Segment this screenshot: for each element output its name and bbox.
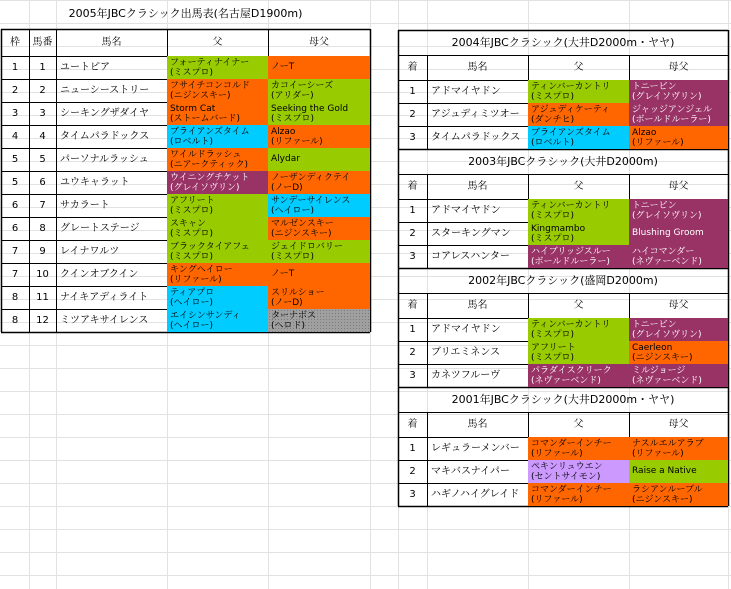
sire-cell bbox=[167, 148, 268, 171]
pedigree-text: (ニアークティック) bbox=[170, 159, 249, 170]
pedigree-text: (ミスプロ) bbox=[531, 329, 575, 340]
sire-cell bbox=[528, 364, 629, 387]
sire-cell bbox=[528, 199, 629, 222]
pedigree-text: Caerleon bbox=[632, 342, 673, 353]
horse-name-cell: ナイキアディライト bbox=[60, 292, 149, 303]
broodmare-sire-cell bbox=[629, 364, 728, 387]
finish-position-cell: 3 bbox=[409, 489, 416, 500]
horse-name-cell: コアレスハンター bbox=[431, 251, 510, 262]
race-header-3: 母父 bbox=[668, 300, 689, 311]
race-header-2: 父 bbox=[573, 181, 584, 192]
race-header-1: 馬名 bbox=[467, 62, 488, 73]
broodmare-sire-cell bbox=[629, 126, 728, 149]
pedigree-text: (ロベルト) bbox=[531, 137, 575, 148]
finish-position-cell: 2 bbox=[409, 466, 416, 477]
broodmare-sire-cell bbox=[268, 286, 370, 309]
sire-cell bbox=[528, 318, 629, 341]
pedigree-text: (ロベルト) bbox=[170, 136, 214, 147]
broodmare-sire-cell bbox=[268, 171, 370, 194]
umaban-cell: 3 bbox=[39, 108, 46, 119]
horse-name-cell: シーキングザダイヤ bbox=[60, 108, 149, 119]
race-header-2: 父 bbox=[573, 62, 584, 73]
pedigree-text: スキャン bbox=[170, 218, 207, 229]
pedigree-text: (ニジンスキー) bbox=[271, 228, 332, 239]
pedigree-text: マルゼンスキー bbox=[271, 218, 334, 229]
pedigree-text: Storm Cat bbox=[170, 103, 216, 114]
finish-position-cell: 2 bbox=[409, 228, 416, 239]
race-title-1: 2004年JBCクラシック(大井D2000m・ヤヤ) bbox=[451, 36, 675, 49]
pedigree-text: エイシンサンディ bbox=[170, 310, 241, 321]
pedigree-text: (ミスプロ) bbox=[170, 205, 214, 216]
pedigree-text: (グレイソヴリン) bbox=[632, 210, 702, 221]
pedigree-text: ラシアンルーブル bbox=[632, 484, 703, 495]
race-header-0: 着 bbox=[407, 62, 418, 73]
pedigree-text: トニービン bbox=[632, 81, 677, 92]
pedigree-text: トニービン bbox=[632, 200, 677, 211]
umaban-cell: 10 bbox=[36, 269, 49, 280]
race-header-2: 父 bbox=[573, 419, 584, 430]
sire-cell bbox=[528, 245, 629, 268]
sire-cell bbox=[167, 309, 268, 332]
pedigree-text: (ニジンスキー) bbox=[632, 494, 693, 505]
broodmare-sire-cell bbox=[629, 318, 728, 341]
waku-cell: 7 bbox=[11, 269, 19, 280]
finish-position-cell: 3 bbox=[409, 132, 416, 143]
pedigree-text: ハイブリッジスルー bbox=[531, 246, 611, 257]
sire-cell bbox=[528, 437, 629, 460]
pedigree-text: (セントサイモン) bbox=[531, 471, 601, 482]
pedigree-text: スリルショー bbox=[271, 287, 325, 298]
horse-name-cell: タイムパラドックス bbox=[431, 132, 521, 143]
pedigree-text: (ノーD) bbox=[271, 182, 303, 193]
sire-cell bbox=[167, 79, 268, 102]
pedigree-text: ミルジョージ bbox=[632, 365, 686, 376]
pedigree-text: (ニジンスキー) bbox=[632, 352, 693, 363]
pedigree-text: (ボールドルーラー) bbox=[632, 114, 711, 125]
waku-cell: 8 bbox=[11, 292, 19, 303]
pedigree-text: (リファール) bbox=[170, 274, 222, 285]
pedigree-text: ジェイドロバリー bbox=[271, 241, 343, 252]
pedigree-text: ブライアンズタイム bbox=[170, 126, 250, 137]
horse-name-cell: タイムパラドックス bbox=[60, 131, 150, 142]
horse-name-cell: パーソナルラッシュ bbox=[60, 154, 149, 165]
pedigree-text: コマンダーインチー bbox=[531, 484, 612, 495]
waku-cell: 7 bbox=[11, 246, 19, 257]
finish-position-cell: 1 bbox=[409, 443, 416, 454]
horse-name-cell: グレートステージ bbox=[60, 223, 140, 234]
pedigree-text: (ヘイロー) bbox=[170, 320, 214, 331]
sire-cell bbox=[167, 102, 268, 125]
broodmare-sire-cell bbox=[268, 309, 370, 332]
pedigree-text: トニービン bbox=[632, 319, 677, 330]
pedigree-text: ノーザンディクテイ bbox=[271, 172, 351, 183]
pedigree-text: (グレイソヴリン) bbox=[632, 91, 702, 102]
umaban-cell: 11 bbox=[36, 292, 49, 303]
pedigree-text: ナスルエルアラブ bbox=[632, 438, 704, 449]
left-table-title: 2005年JBCクラシック出馬表(名古屋D1900m) bbox=[68, 7, 303, 20]
horse-name-cell: アドマイヤドン bbox=[431, 205, 501, 216]
pedigree-text: (ミスプロ) bbox=[170, 228, 214, 239]
pedigree-text: Seeking the Gold bbox=[271, 103, 349, 114]
broodmare-sire-cell bbox=[268, 79, 370, 102]
pedigree-text: (ミスプロ) bbox=[170, 251, 214, 262]
umaban-cell: 6 bbox=[39, 177, 46, 188]
pedigree-text: ブラックタイアフェ bbox=[170, 241, 250, 252]
pedigree-text: ペキンリュウエン bbox=[531, 461, 603, 472]
broodmare-sire-cell bbox=[629, 460, 728, 483]
sire-cell bbox=[167, 240, 268, 263]
pedigree-text: (ネヴァーベンド) bbox=[632, 256, 702, 267]
left-header-1: 馬番 bbox=[32, 37, 53, 48]
pedigree-text: ジャッジアンジェル bbox=[632, 104, 713, 115]
pedigree-text: (リファール) bbox=[531, 448, 583, 459]
race-header-3: 母父 bbox=[668, 419, 689, 430]
pedigree-text: (リファール) bbox=[632, 448, 684, 459]
sire-cell bbox=[167, 263, 268, 286]
pedigree-text: (ミスプロ) bbox=[531, 233, 575, 244]
race-header-1: 馬名 bbox=[467, 181, 488, 192]
pedigree-text: キングヘイロー bbox=[170, 264, 233, 275]
umaban-cell: 5 bbox=[39, 154, 46, 165]
left-header-3: 父 bbox=[212, 37, 223, 48]
finish-position-cell: 1 bbox=[409, 205, 416, 216]
horse-name-cell: サカラート bbox=[60, 200, 110, 211]
finish-position-cell: 3 bbox=[409, 251, 416, 262]
sire-cell bbox=[528, 126, 629, 149]
race-header-0: 着 bbox=[407, 181, 418, 192]
race-header-0: 着 bbox=[407, 419, 418, 430]
pedigree-text: ノーT bbox=[271, 269, 295, 279]
broodmare-sire-cell bbox=[268, 56, 370, 79]
waku-cell: 4 bbox=[11, 131, 19, 142]
broodmare-sire-cell bbox=[268, 194, 370, 217]
race-title-3: 2002年JBCクラシック(盛岡D2000m) bbox=[468, 274, 658, 287]
finish-position-cell: 2 bbox=[409, 109, 416, 120]
race-header-2: 父 bbox=[573, 300, 584, 311]
umaban-cell: 12 bbox=[36, 315, 49, 326]
pedigree-text: Kingmambo bbox=[531, 223, 586, 234]
broodmare-sire-cell bbox=[268, 148, 370, 171]
pedigree-text: カコイーシーズ bbox=[271, 80, 334, 91]
left-header-0: 枠 bbox=[10, 37, 20, 48]
pedigree-text: (リファール) bbox=[271, 136, 323, 147]
waku-cell: 3 bbox=[11, 108, 19, 119]
pedigree-text: (アリダー) bbox=[271, 90, 314, 101]
sire-cell bbox=[528, 80, 629, 103]
horse-name-cell: スターキングマン bbox=[431, 228, 511, 239]
umaban-cell: 8 bbox=[39, 223, 46, 234]
sire-cell bbox=[167, 286, 268, 309]
pedigree-text: アフリート bbox=[531, 342, 576, 353]
pedigree-text: ティンバーカントリ bbox=[531, 200, 611, 211]
pedigree-text: (ヘイロー) bbox=[271, 205, 315, 216]
pedigree-text: (ミスプロ) bbox=[531, 210, 575, 221]
race-title-4: 2001年JBCクラシック(大井D2000m・ヤヤ) bbox=[451, 393, 675, 406]
left-header-4: 母父 bbox=[309, 37, 329, 48]
sire-cell bbox=[528, 460, 629, 483]
horse-name-cell: ユウキャラット bbox=[60, 177, 130, 188]
race-header-3: 母父 bbox=[668, 181, 689, 192]
pedigree-text: ノーT bbox=[271, 62, 295, 72]
horse-name-cell: クインオブクイン bbox=[60, 269, 139, 280]
broodmare-sire-cell bbox=[629, 341, 728, 364]
sire-cell bbox=[167, 56, 268, 79]
waku-cell: 1 bbox=[11, 62, 19, 73]
horse-name-cell: ニューシーストリー bbox=[60, 85, 150, 96]
horse-name-cell: ブリエミネンス bbox=[431, 347, 501, 358]
horse-name-cell: アドマイヤドン bbox=[431, 86, 501, 97]
broodmare-sire-cell bbox=[629, 80, 728, 103]
broodmare-sire-cell bbox=[629, 199, 728, 222]
pedigree-text: ウイニングチケット bbox=[170, 172, 250, 183]
pedigree-text: (ノーD) bbox=[271, 297, 303, 308]
pedigree-text: サンデーサイレンス bbox=[271, 195, 351, 206]
pedigree-text: フォーティナイナー bbox=[170, 57, 250, 68]
pedigree-text: ティンバーカントリ bbox=[531, 81, 611, 92]
umaban-cell: 9 bbox=[39, 246, 46, 257]
pedigree-text: (ヘロド) bbox=[271, 320, 306, 331]
sire-cell bbox=[528, 222, 629, 245]
broodmare-sire-cell bbox=[629, 245, 728, 268]
pedigree-text: ハイコマンダー bbox=[632, 246, 695, 257]
pedigree-text: (ストームバード) bbox=[170, 113, 241, 124]
umaban-cell: 2 bbox=[39, 85, 46, 96]
pedigree-text: フサイチコンコルド bbox=[170, 80, 251, 91]
pedigree-text: (ミスプロ) bbox=[170, 67, 214, 78]
broodmare-sire-cell bbox=[268, 263, 370, 286]
waku-cell: 2 bbox=[11, 85, 19, 96]
pedigree-text: Alzao bbox=[632, 127, 657, 138]
broodmare-sire-cell bbox=[629, 222, 728, 245]
pedigree-text: アフリート bbox=[170, 195, 215, 206]
pedigree-text: (グレイソヴリン) bbox=[632, 329, 702, 340]
waku-cell: 6 bbox=[11, 223, 19, 234]
pedigree-text: Alzao bbox=[271, 126, 296, 137]
pedigree-text: Blushing Groom bbox=[632, 228, 704, 238]
broodmare-sire-cell bbox=[268, 102, 370, 125]
broodmare-sire-cell bbox=[629, 483, 728, 506]
horse-name-cell: マキバスナイパー bbox=[431, 466, 510, 477]
broodmare-sire-cell bbox=[629, 103, 728, 126]
pedigree-text: (ニジンスキー) bbox=[170, 90, 231, 101]
pedigree-text: (グレイソヴリン) bbox=[170, 182, 240, 193]
left-header-2: 馬名 bbox=[101, 37, 122, 48]
pedigree-text: (ヘイロー) bbox=[170, 297, 214, 308]
pedigree-text: (ミスプロ) bbox=[271, 113, 315, 124]
horse-name-cell: カネツフルーヴ bbox=[431, 370, 501, 381]
horse-name-cell: レイナワルツ bbox=[60, 246, 120, 257]
broodmare-sire-cell bbox=[268, 217, 370, 240]
pedigree-text: ティンバーカントリ bbox=[531, 319, 611, 330]
pedigree-text: ワイルドラッシュ bbox=[170, 149, 242, 160]
pedigree-text: パラダイスクリーク bbox=[531, 365, 612, 376]
finish-position-cell: 1 bbox=[409, 324, 416, 335]
sire-cell bbox=[528, 103, 629, 126]
sire-cell bbox=[528, 483, 629, 506]
horse-name-cell: アジュディミツオー bbox=[431, 109, 520, 120]
pedigree-text: Raise a Native bbox=[632, 466, 697, 476]
broodmare-sire-cell bbox=[268, 125, 370, 148]
pedigree-text: (ダンチヒ) bbox=[531, 114, 575, 125]
umaban-cell: 7 bbox=[39, 200, 46, 211]
finish-position-cell: 1 bbox=[409, 86, 416, 97]
broodmare-sire-cell bbox=[268, 240, 370, 263]
sire-cell bbox=[167, 217, 268, 240]
umaban-cell: 4 bbox=[39, 131, 46, 142]
pedigree-text: (ミスプロ) bbox=[531, 91, 575, 102]
pedigree-text: コマンダーインチー bbox=[531, 438, 612, 449]
pedigree-text: (ミスプロ) bbox=[531, 352, 575, 363]
pedigree-text: (リファール) bbox=[632, 137, 684, 148]
pedigree-text: Alydar bbox=[271, 154, 300, 164]
umaban-cell: 1 bbox=[39, 62, 46, 73]
pedigree-text: ティアプロ bbox=[170, 287, 215, 298]
race-title-2: 2003年JBCクラシック(大井D2000m) bbox=[468, 155, 658, 168]
waku-cell: 8 bbox=[11, 315, 19, 326]
horse-name-cell: ミツアキサイレンス bbox=[60, 315, 149, 326]
pedigree-text: (ボールドルーラー) bbox=[531, 256, 610, 267]
sire-cell bbox=[167, 171, 268, 194]
horse-name-cell: ユートピア bbox=[60, 62, 110, 73]
pedigree-text: (リファール) bbox=[531, 494, 583, 505]
race-header-1: 馬名 bbox=[467, 419, 488, 430]
finish-position-cell: 3 bbox=[409, 370, 416, 381]
waku-cell: 5 bbox=[11, 177, 19, 188]
pedigree-text: (ネヴァーベンド) bbox=[531, 375, 601, 386]
pedigree-text: ブライアンズタイム bbox=[531, 127, 611, 138]
horse-name-cell: レギュラーメンバー bbox=[431, 443, 520, 454]
finish-position-cell: 2 bbox=[409, 347, 416, 358]
horse-name-cell: アドマイヤドン bbox=[431, 324, 501, 335]
pedigree-text: (ミスプロ) bbox=[271, 251, 315, 262]
sire-cell bbox=[167, 125, 268, 148]
race-header-3: 母父 bbox=[668, 62, 689, 73]
broodmare-sire-cell bbox=[629, 437, 728, 460]
pedigree-text: ターナボス bbox=[271, 310, 317, 321]
sire-cell bbox=[528, 341, 629, 364]
race-header-0: 着 bbox=[407, 300, 418, 311]
pedigree-text: アジュディケーティ bbox=[531, 104, 611, 115]
waku-cell: 6 bbox=[11, 200, 19, 211]
waku-cell: 5 bbox=[11, 154, 19, 165]
race-header-1: 馬名 bbox=[467, 300, 488, 311]
horse-name-cell: ハギノハイグレイド bbox=[431, 489, 520, 500]
sire-cell bbox=[167, 194, 268, 217]
pedigree-text: (ネヴァーベンド) bbox=[632, 375, 702, 386]
